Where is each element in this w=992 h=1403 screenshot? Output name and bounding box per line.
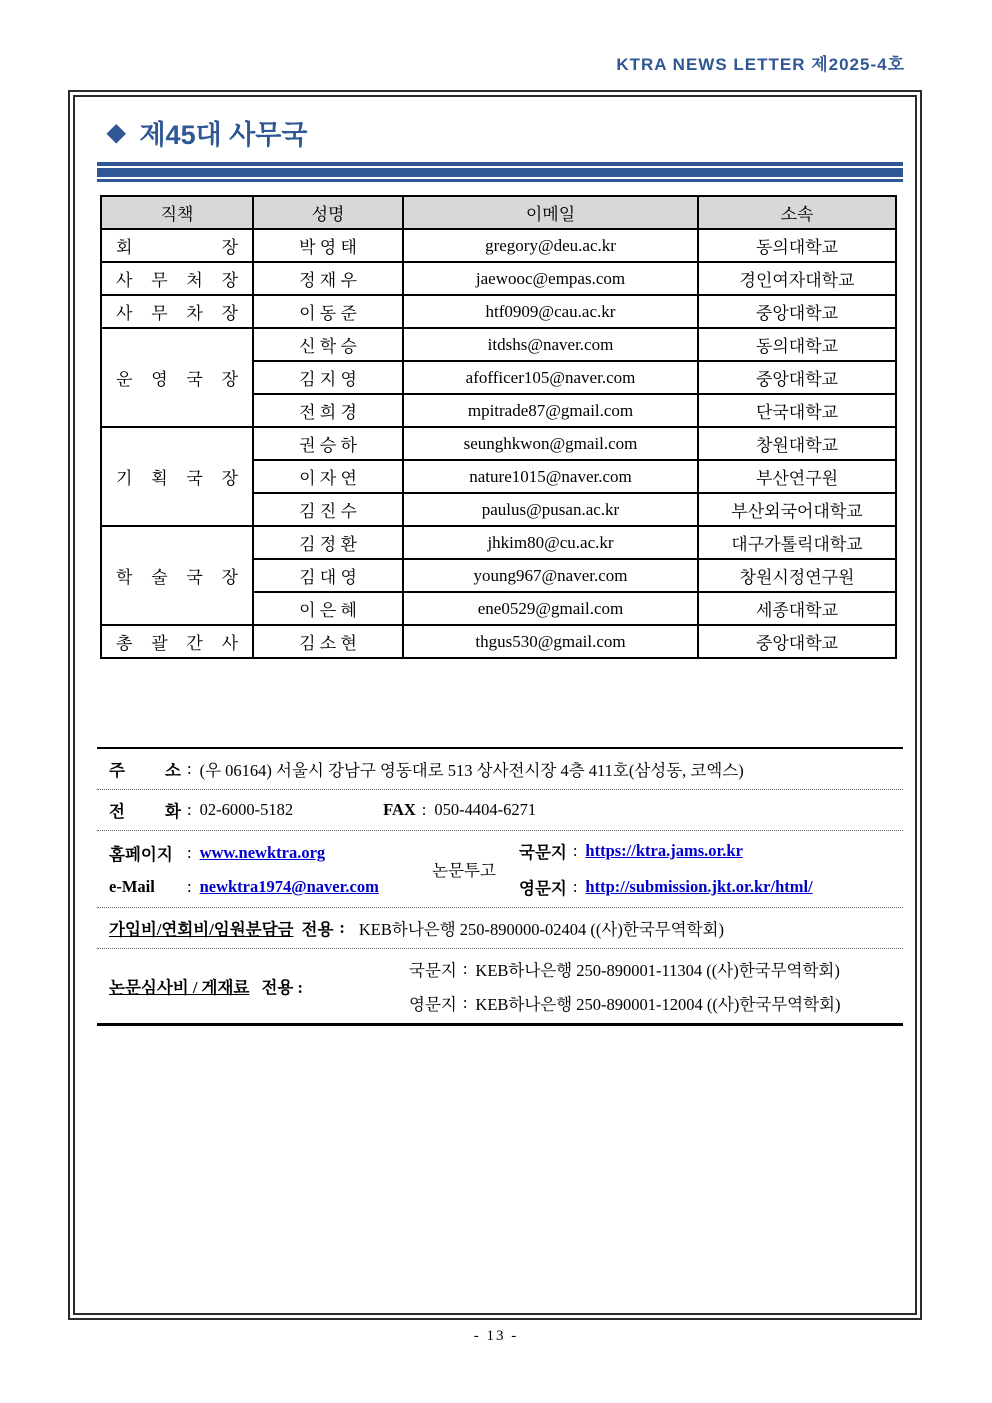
org-cell: 부산외국어대학교 <box>698 493 896 526</box>
org-cell: 단국대학교 <box>698 394 896 427</box>
email-cell: nature1015@naver.com <box>403 460 698 493</box>
review-fee-label-rest: 전용 : <box>261 978 303 997</box>
position-cell: 기 획 국 장 <box>101 427 253 526</box>
membership-fee-label-rest: 전용 <box>301 920 334 939</box>
org-cell: 동의대학교 <box>698 229 896 262</box>
name-cell: 김 정 환 <box>253 526 403 559</box>
position-cell: 총 괄 간 사 <box>101 625 253 658</box>
table-row <box>101 427 896 460</box>
review-korean-value: KEB하나은행 250-890001-11304 ((사)한국무역학회) <box>475 961 840 980</box>
page-frame-inner <box>73 95 917 1315</box>
org-cell: 중앙대학교 <box>698 295 896 328</box>
column-header: 직책 <box>101 196 253 229</box>
name-cell: 김 지 영 <box>253 361 403 394</box>
email-label: e-Mail <box>109 877 155 896</box>
email-link[interactable]: newktra1974@naver.com <box>199 877 379 896</box>
divider-bar-middle <box>97 168 903 177</box>
diamond-bullet-icon: ◆ <box>107 119 126 146</box>
korean-journal-label: 국문지 <box>519 843 567 862</box>
review-fee-label: 논문심사비 / 게재료 <box>109 978 250 997</box>
colon: : <box>462 993 468 1012</box>
colon: : <box>187 759 192 778</box>
email-cell: young967@naver.com <box>403 559 698 592</box>
web-row <box>97 831 903 908</box>
org-cell: 세종대학교 <box>698 592 896 625</box>
name-cell: 정 재 우 <box>253 262 403 295</box>
name-cell: 이 은 혜 <box>253 592 403 625</box>
name-cell: 이 자 연 <box>253 460 403 493</box>
section-title <box>107 113 893 152</box>
org-cell: 부산연구원 <box>698 460 896 493</box>
email-cell: seunghkwon@gmail.com <box>403 427 698 460</box>
review-korean-label: 국문지 <box>409 961 457 980</box>
name-cell: 박 영 태 <box>253 229 403 262</box>
email-cell: ene0529@gmail.com <box>403 592 698 625</box>
homepage-link[interactable]: www.newktra.org <box>199 843 326 862</box>
position-cell: 학 술 국 장 <box>101 526 253 625</box>
contact-info-box <box>97 747 903 1026</box>
email-cell: jaewooc@empas.com <box>403 262 698 295</box>
email-cell: thgus530@gmail.com <box>403 625 698 658</box>
name-cell: 권 승 하 <box>253 427 403 460</box>
address-value: (우 06164) 서울시 강남구 영동대로 513 상사전시장 4층 411호(삼성동, 코엑스) <box>199 761 744 780</box>
table-row <box>101 229 896 262</box>
divider-bar-top <box>97 162 903 166</box>
email-cell: itdshs@naver.com <box>403 328 698 361</box>
colon: : <box>187 843 192 862</box>
section-title-text: 제45대 사무국 <box>139 120 308 150</box>
table-row <box>101 625 896 658</box>
fax-label: FAX <box>383 800 416 819</box>
name-cell: 김 대 영 <box>253 559 403 592</box>
korean-journal-link[interactable]: https://ktra.jams.or.kr <box>585 841 743 860</box>
review-fee-row <box>97 949 903 1023</box>
email-cell: paulus@pusan.ac.kr <box>403 493 698 526</box>
membership-fee-row <box>97 908 903 949</box>
table-body <box>101 229 896 658</box>
address-label: 주 소 <box>109 761 181 780</box>
review-english-label: 영문지 <box>409 995 457 1014</box>
column-header: 소속 <box>698 196 896 229</box>
name-cell: 김 소 현 <box>253 625 403 658</box>
fax-value: 050-4404-6271 <box>434 800 537 819</box>
email-cell: afofficer105@naver.com <box>403 361 698 394</box>
colon: : <box>462 959 468 978</box>
newsletter-header: KTRA NEWS LETTER 제2025-4호 <box>616 55 905 74</box>
org-cell: 대구가톨릭대학교 <box>698 526 896 559</box>
table-row <box>101 262 896 295</box>
position-cell: 회 장 <box>101 229 253 262</box>
org-cell: 동의대학교 <box>698 328 896 361</box>
colon: : <box>187 800 192 819</box>
table-row <box>101 295 896 328</box>
homepage-label: 홈페이지 <box>109 845 173 864</box>
position-cell: 사 무 처 장 <box>101 262 253 295</box>
colon: : <box>572 877 578 896</box>
table-row <box>101 526 896 559</box>
email-cell: mpitrade87@gmail.com <box>403 394 698 427</box>
phone-value: 02-6000-5182 <box>199 800 294 819</box>
address-row <box>97 749 903 790</box>
colon: : <box>421 800 427 819</box>
colon: : <box>572 841 578 860</box>
column-header: 성명 <box>253 196 403 229</box>
org-cell: 중앙대학교 <box>698 361 896 394</box>
name-cell: 이 동 준 <box>253 295 403 328</box>
review-english-value: KEB하나은행 250-890001-12004 ((사)한국무역학회) <box>475 995 841 1014</box>
submission-label: 논문투고 <box>432 861 496 880</box>
secretariat-table <box>100 195 897 659</box>
email-cell: jhkim80@cu.ac.kr <box>403 526 698 559</box>
page-frame <box>68 90 922 1320</box>
name-cell: 전 희 경 <box>253 394 403 427</box>
org-cell: 창원대학교 <box>698 427 896 460</box>
section-divider <box>97 162 903 182</box>
colon: : <box>339 918 345 937</box>
page-number: - 13 - <box>473 1328 519 1344</box>
email-cell: gregory@deu.ac.kr <box>403 229 698 262</box>
colon: : <box>187 877 192 896</box>
table-head <box>101 196 896 229</box>
org-cell: 중앙대학교 <box>698 625 896 658</box>
phone-row <box>97 790 903 831</box>
phone-label: 전 화 <box>109 802 181 821</box>
divider-bar-bottom <box>97 179 903 182</box>
membership-fee-label: 가입비/연회비/임원분담금 <box>109 920 294 939</box>
english-journal-label: 영문지 <box>519 879 567 898</box>
org-cell: 경인여자대학교 <box>698 262 896 295</box>
org-cell: 창원시정연구원 <box>698 559 896 592</box>
name-cell: 김 진 수 <box>253 493 403 526</box>
column-header: 이메일 <box>403 196 698 229</box>
membership-fee-value: KEB하나은행 250-890000-02404 ((사)한국무역학회) <box>358 920 724 939</box>
english-journal-link[interactable]: http://submission.jkt.or.kr/html/ <box>585 877 813 896</box>
table-row <box>101 328 896 361</box>
email-cell: htf0909@cau.ac.kr <box>403 295 698 328</box>
position-cell: 사 무 차 장 <box>101 295 253 328</box>
name-cell: 신 학 승 <box>253 328 403 361</box>
position-cell: 운 영 국 장 <box>101 328 253 427</box>
